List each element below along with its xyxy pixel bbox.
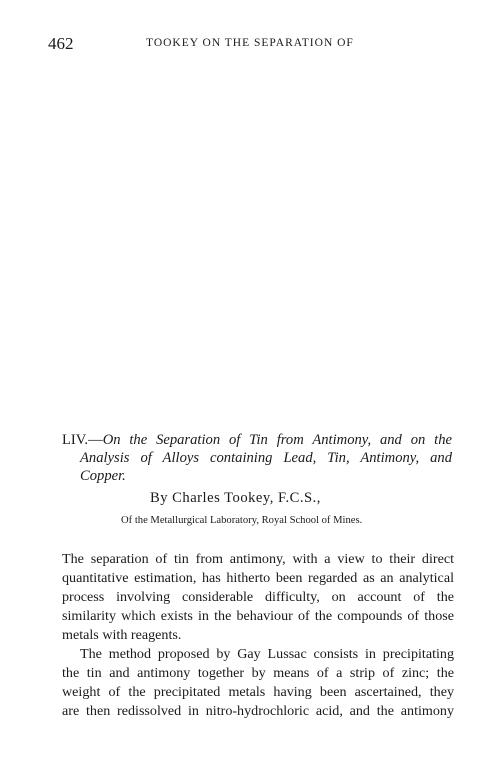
body-text (62, 550, 454, 721)
heading-line (62, 431, 452, 449)
article-heading (62, 431, 452, 485)
page-number: 462 (48, 34, 74, 53)
body-line: similarity which exists in the behaviour of the compounds of those (62, 608, 454, 624)
body-line: the tin and antimony together by means of a strip of zinc; the (62, 665, 454, 681)
article-number: LIV.— (62, 432, 103, 448)
body-line: metals with reagents. (62, 627, 182, 643)
body-line: The separation of tin from antimony, with a view to their direct (62, 551, 454, 567)
running-head (48, 34, 458, 54)
running-title: TOOKEY ON THE SEPARATION OF (146, 37, 354, 49)
heading-title-line: Analysis of Alloys containing Lead, Tin, Antimony, and (80, 450, 452, 466)
heading-title-line: Copper. (80, 468, 126, 484)
body-line: The method proposed by Gay Lussac consists in precipitating (80, 646, 454, 662)
body-line: are then redissolved in nitro-hydrochloric acid, and the antimony (62, 703, 454, 719)
affiliation-line: Of the Metallurgical Laboratory, Royal School of Mines. (121, 515, 363, 526)
body-line: process involving considerable difficulty, on account of the (62, 589, 454, 605)
body-line: weight of the precipitated metals having been ascertained, they (62, 684, 454, 700)
author-line: By Charles Tookey, F.C.S., (150, 490, 321, 506)
heading-title-line: On the Separation of Tin from Antimony, and on the (102, 432, 452, 448)
body-line: quantitative estimation, has hitherto been regarded as an analytical (62, 570, 454, 586)
